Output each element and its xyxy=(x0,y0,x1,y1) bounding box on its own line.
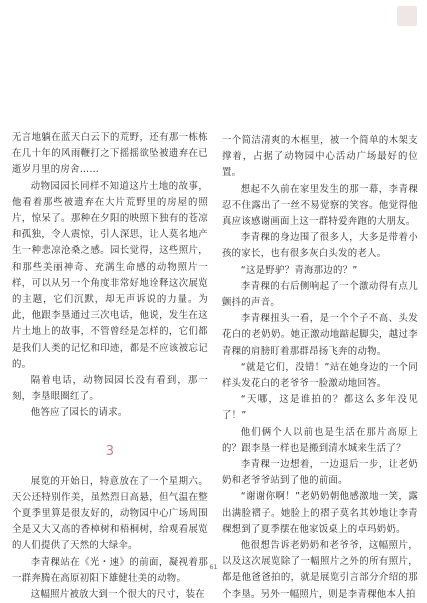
paragraph: 无言地躺在蓝天白云下的荒野，还有那一栋栋在几十年的风雨鞭打之下摇摇欲坠被遗弃在已逝岁月里的房舍…… xyxy=(12,132,208,176)
right-column xyxy=(222,133,418,603)
left-column xyxy=(12,130,208,603)
paragraph: 动物园园长同样不知道这片土地的故事，他看着那些被遗弃在大片荒野里的房屋的照片，惊呆了。那种在夕阳的映照下独有的苍凉和孤独，令人震惊，引人深思，让人莫名地产生一种悲凉沧桑之感。园长觉得，这些照片，和那些美丽神奇、充满生命感的动物照片一样，可以从另一个角度非常好地诠释这次展览的主题，它们沉默，却无声诉说的力量。为此，他跟李垦通过三次电话，他说，发生在这片土地上的故事，不管曾经是怎样的，它们都是我们人类的记忆和印迹，都是不应该被忘记的。 xyxy=(12,180,208,370)
left-column-before-section xyxy=(12,130,208,422)
paragraph: “这是野驴？青海那边的？” xyxy=(240,264,358,276)
left-column-after-section xyxy=(12,474,208,603)
corner-decoration xyxy=(397,6,417,26)
paragraph: 展览的开始日，特意放在了一个星期六。天公还特别作美，虽然烈日高悬，但气温在整个夏季里算是很友好的，动物园中心广场周围全是又大又高的香樟树和梧桐树，给观看展览的人们提供了天然的大绿伞。 xyxy=(12,475,208,552)
paragraph: 他很想告诉老奶奶和老爷爷，这幅照片，以及这次展览除了一幅照片之外的所有照片，都是他爸爸拍的，就是展览引言部分介绍的那个李垦。另外一幅照片，则是李青稞他本人拍 xyxy=(222,540,418,600)
paragraph: 这幅照片被放大到一个很大的尺寸，装在 xyxy=(30,589,205,601)
paragraph: 隔着电话，动物园园长没有看到，那一刻，李垦眼圈红了。 xyxy=(12,375,208,403)
paragraph: 李青稞的身边围了很多人，大多是带着小孩的家长，也有很多灰白头发的老人。 xyxy=(222,232,418,260)
paragraph: “就是它们，没错！”站在她身边的一个同样头发花白的老爷爷一脸激动地回答。 xyxy=(222,361,418,390)
paragraph: 他们俩个人以前也是生活在那片高原上的？跟李垦一样也是搬到清水城来生活了？ xyxy=(222,426,418,454)
paragraph: 想起不久前在家里发生的那一幕，李青稞忍不住露出了一丝不易觉察的笑容。他觉得他真应该感谢画面上这一群特爱奔跑的大朋友。 xyxy=(222,183,418,228)
paragraph: 李青稞站在《光・速》的前面，凝视着那一群奔腾在高原初阳下雄健壮美的动物。 xyxy=(12,556,208,584)
paragraph: “天哪，这是谁拍的？都这么多年没见了！” xyxy=(222,394,418,422)
paragraph: “谢谢你啊！”老奶奶朝他感激地一笑，露出满脸褶子。她脸上的褶子莫名其妙地让李青稞想到了夏季摆在他家饭桌上的卓玛奶奶。 xyxy=(222,491,418,535)
paragraph: 李青稞一边想着，一边退后一步，让老奶奶和老爷爷站到了他的前面。 xyxy=(222,459,418,487)
paragraph: 他答应了园长的请求。 xyxy=(30,407,128,419)
section-number: 3 xyxy=(105,443,115,459)
paragraph: 李青稞的右后侧响起了一个激动得有点儿颤抖的声音。 xyxy=(222,280,418,309)
paragraph: 一个简洁清爽的木框里，被一个简单的木架支撑着，占据了动物园中心活动广场最好的位置。 xyxy=(222,135,418,179)
page-number: 61 xyxy=(209,563,218,571)
paragraph: 李青稞扭头一看，是一个个子不高、头发花白的老奶奶。她正激动地踮起脚尖，越过李青稞的肩膀盯着那群昂扬飞奔的动物。 xyxy=(222,313,418,357)
